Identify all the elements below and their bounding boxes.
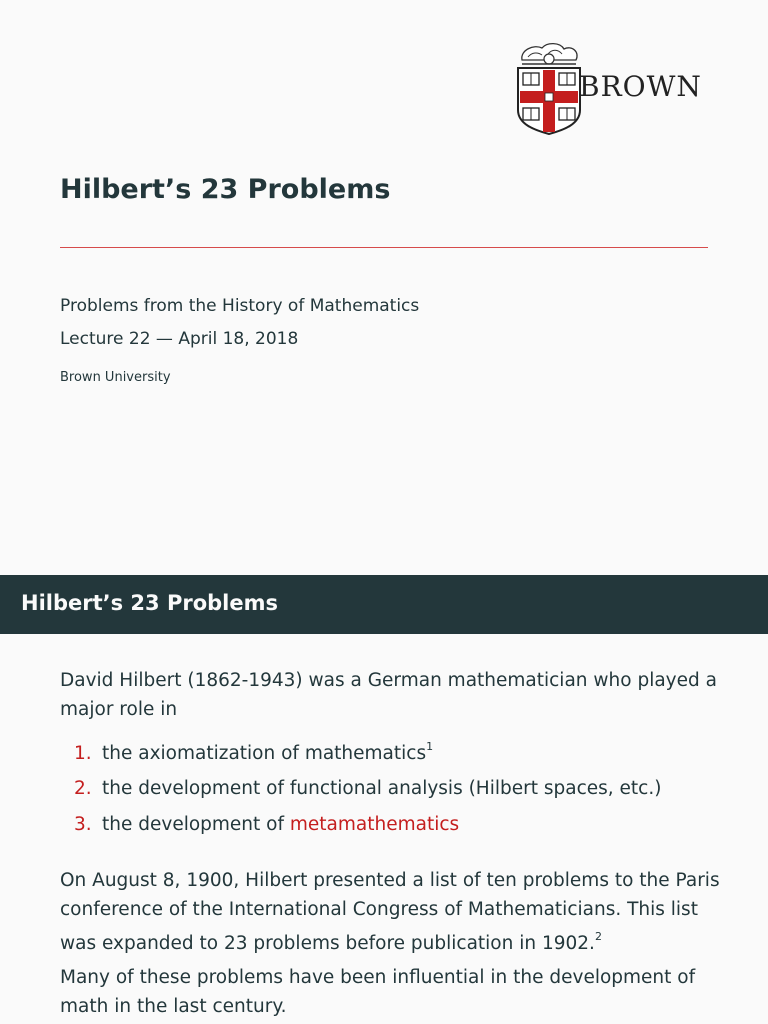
brand-wordmark: BROWN xyxy=(579,70,702,103)
content-slide xyxy=(0,575,768,1024)
list-number: 2. xyxy=(74,778,92,799)
list-number: 1. xyxy=(74,743,92,765)
frame-header xyxy=(0,575,768,634)
list-item-text: the axiomatization of mathematics xyxy=(102,743,427,765)
list-item-text: the development of xyxy=(102,814,290,835)
frame-title: Hilbert’s 23 Problems xyxy=(21,591,278,615)
presentation-title: Hilbert’s 23 Problems xyxy=(60,174,391,205)
metamathematics-link[interactable]: metamathematics xyxy=(289,814,460,835)
list-item xyxy=(60,742,661,778)
intro-paragraph: David Hilbert (1862-1943) was a German mathematician who played a major role in xyxy=(60,670,717,720)
history-paragraph xyxy=(60,866,720,958)
lecture-date: Lecture 22 — April 18, 2018 xyxy=(60,329,299,349)
title-divider xyxy=(60,247,708,248)
presentation-subtitle: Problems from the History of Mathematics xyxy=(60,296,420,316)
list-item-text: the development of functional analysis (Hilbert spaces, etc.) xyxy=(102,778,662,799)
list-number: 3. xyxy=(74,814,92,835)
list-item xyxy=(60,778,661,814)
contributions-list xyxy=(60,742,661,850)
footnote-ref[interactable]: 1 xyxy=(426,740,434,753)
institute: Brown University xyxy=(60,370,171,385)
influence-paragraph: Many of these problems have been influential in the development of math in the last century. xyxy=(60,967,696,1017)
list-item xyxy=(60,814,661,850)
footnote-ref[interactable]: 2 xyxy=(594,930,602,943)
history-text: On August 8, 1900, Hilbert presented a list of ten problems to the Paris conference of the International Congress of Mathematicians. This list was expanded to 23 problems before publication in 1902. xyxy=(60,870,720,955)
